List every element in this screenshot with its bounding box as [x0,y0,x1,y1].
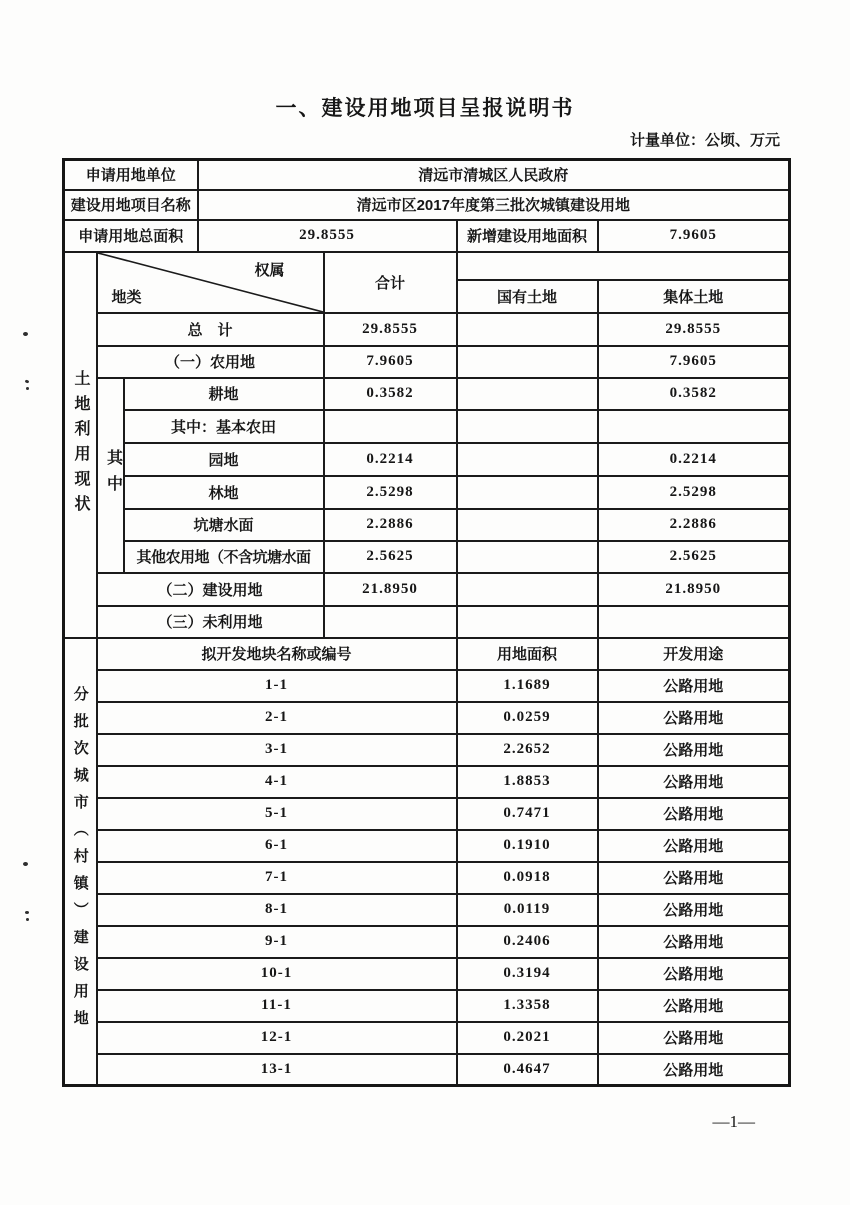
table-row [64,862,790,894]
row-name: 其他农用地（不含坑塘水面 [124,541,324,573]
diagonal-header-cell [97,252,324,313]
parcel-name: 5-1 [97,798,457,830]
parcel-area: 2.2652 [457,734,598,766]
scan-speck [23,332,28,336]
table-row [64,734,790,766]
parcel-name: 3-1 [97,734,457,766]
parcel-area: 1.8853 [457,766,598,798]
row-total: 2.2886 [324,509,457,541]
parcel-name: 1-1 [97,670,457,702]
table-row [64,378,790,410]
table-row [64,410,790,443]
parcel-name: 4-1 [97,766,457,798]
col-header-collective-land: 集体土地 [598,280,790,313]
subgroup-label: 其中 [104,449,122,501]
table-row [64,1054,790,1086]
applicant-value: 清远市清城区人民政府 [198,160,790,190]
table-row [64,830,790,862]
scan-speck [25,379,30,383]
parcel-area: 0.2021 [457,1022,598,1054]
table-row [64,476,790,509]
parcels-col-header-usage: 开发用途 [598,638,790,670]
parcel-usage: 公路用地 [598,1022,790,1054]
row-name: （二）建设用地 [97,573,324,606]
corner-label-landtype: 地类 [111,288,142,306]
info-row-applicant [64,160,790,190]
parcel-name: 10-1 [97,958,457,990]
row-state [457,346,598,378]
row-total: 2.5625 [324,541,457,573]
row-total [324,606,457,638]
scan-speck [23,862,28,866]
landuse-section-label-cell [64,252,97,638]
row-collective: 29.8555 [598,313,790,346]
row-collective: 0.3582 [598,378,790,410]
row-state [457,476,598,509]
row-name: 耕地 [124,378,324,410]
landuse-header-row1 [64,252,790,280]
table-row [64,541,790,573]
page-title: 一、建设用地项目呈报说明书 [275,97,575,120]
parcel-name: 12-1 [97,1022,457,1054]
table-row [64,702,790,734]
scan-speck [26,387,29,390]
row-name: （三）未利用地 [97,606,324,638]
table-row [64,766,790,798]
page-number: —1— [712,1112,755,1131]
subgroup-label-cell [97,378,124,573]
row-collective: 21.8950 [598,573,790,606]
table-row [64,798,790,830]
parcel-name: 6-1 [97,830,457,862]
parcel-area: 1.3358 [457,990,598,1022]
table-row [64,670,790,702]
project-name-value: 清远市区2017年度第三批次城镇建设用地 [198,190,790,220]
parcel-usage: 公路用地 [598,670,790,702]
table-row [64,573,790,606]
row-collective [598,410,790,443]
row-name: 其中：基本农田 [124,410,324,443]
info-row-project [64,190,790,220]
table-row [64,894,790,926]
row-name: 总 计 [97,313,324,346]
table-row [64,606,790,638]
row-total: 7.9605 [324,346,457,378]
row-collective: 2.2886 [598,509,790,541]
parcel-area: 0.1910 [457,830,598,862]
parcel-usage: 公路用地 [598,830,790,862]
row-name: 林地 [124,476,324,509]
info-row-areas [64,220,790,252]
parcel-area: 0.0119 [457,894,598,926]
parcel-usage: 公路用地 [598,958,790,990]
ownership-header-blank [457,252,790,280]
table-row [64,1022,790,1054]
parcel-usage: 公路用地 [598,926,790,958]
parcel-area: 1.1689 [457,670,598,702]
scan-speck [26,918,29,921]
row-state [457,410,598,443]
parcel-area: 0.2406 [457,926,598,958]
project-name-label: 建设用地项目名称 [64,190,198,220]
row-collective [598,606,790,638]
row-state [457,509,598,541]
new-area-label: 新增建设用地面积 [457,220,598,252]
parcel-usage: 公路用地 [598,734,790,766]
parcel-name: 2-1 [97,702,457,734]
parcel-usage: 公路用地 [598,798,790,830]
parcel-name: 9-1 [97,926,457,958]
row-total: 2.5298 [324,476,457,509]
parcels-col-header-name: 拟开发地块名称或编号 [97,638,457,670]
table-row [64,926,790,958]
row-state [457,443,598,476]
row-state [457,573,598,606]
row-collective: 2.5625 [598,541,790,573]
parcel-area: 0.4647 [457,1054,598,1086]
table-row [64,346,790,378]
parcels-section-label-cell [64,638,97,1086]
report-table [62,158,791,1087]
row-name: （一）农用地 [97,346,324,378]
scan-speck [25,911,29,914]
parcel-area: 0.0918 [457,862,598,894]
row-total: 0.2214 [324,443,457,476]
landuse-section-label: 土地利用现状 [72,369,89,520]
total-area-label: 申请用地总面积 [64,220,198,252]
row-name: 园地 [124,443,324,476]
parcel-usage: 公路用地 [598,702,790,734]
unit-note: 计量单位：公顷、万元 [629,132,780,149]
total-area-value: 29.8555 [198,220,457,252]
parcel-area: 0.3194 [457,958,598,990]
parcel-usage: 公路用地 [598,894,790,926]
applicant-label: 申请用地单位 [64,160,198,190]
row-total: 29.8555 [324,313,457,346]
parcel-usage: 公路用地 [598,990,790,1022]
row-collective: 0.2214 [598,443,790,476]
row-state [457,313,598,346]
row-collective: 2.5298 [598,476,790,509]
row-collective: 7.9605 [598,346,790,378]
col-header-total: 合计 [324,252,457,313]
row-state [457,606,598,638]
parcel-name: 8-1 [97,894,457,926]
row-name: 坑塘水面 [124,509,324,541]
table-row [64,990,790,1022]
table-row [64,443,790,476]
parcels-section-label: 分批次城市（村镇）建设用地 [71,685,89,1037]
parcel-name: 13-1 [97,1054,457,1086]
table-row [64,313,790,346]
row-total [324,410,457,443]
parcel-usage: 公路用地 [598,1054,790,1086]
parcel-usage: 公路用地 [598,766,790,798]
col-header-state-land: 国有土地 [457,280,598,313]
parcel-name: 7-1 [97,862,457,894]
new-area-value: 7.9605 [598,220,790,252]
row-total: 0.3582 [324,378,457,410]
parcels-col-header-area: 用地面积 [457,638,598,670]
parcel-name: 11-1 [97,990,457,1022]
parcel-usage: 公路用地 [598,862,790,894]
row-state [457,541,598,573]
row-total: 21.8950 [324,573,457,606]
corner-label-ownership: 权属 [254,261,285,279]
parcels-header-row [64,638,790,670]
row-state [457,378,598,410]
table-row [64,509,790,541]
table-row [64,958,790,990]
parcel-area: 0.0259 [457,702,598,734]
parcel-area: 0.7471 [457,798,598,830]
